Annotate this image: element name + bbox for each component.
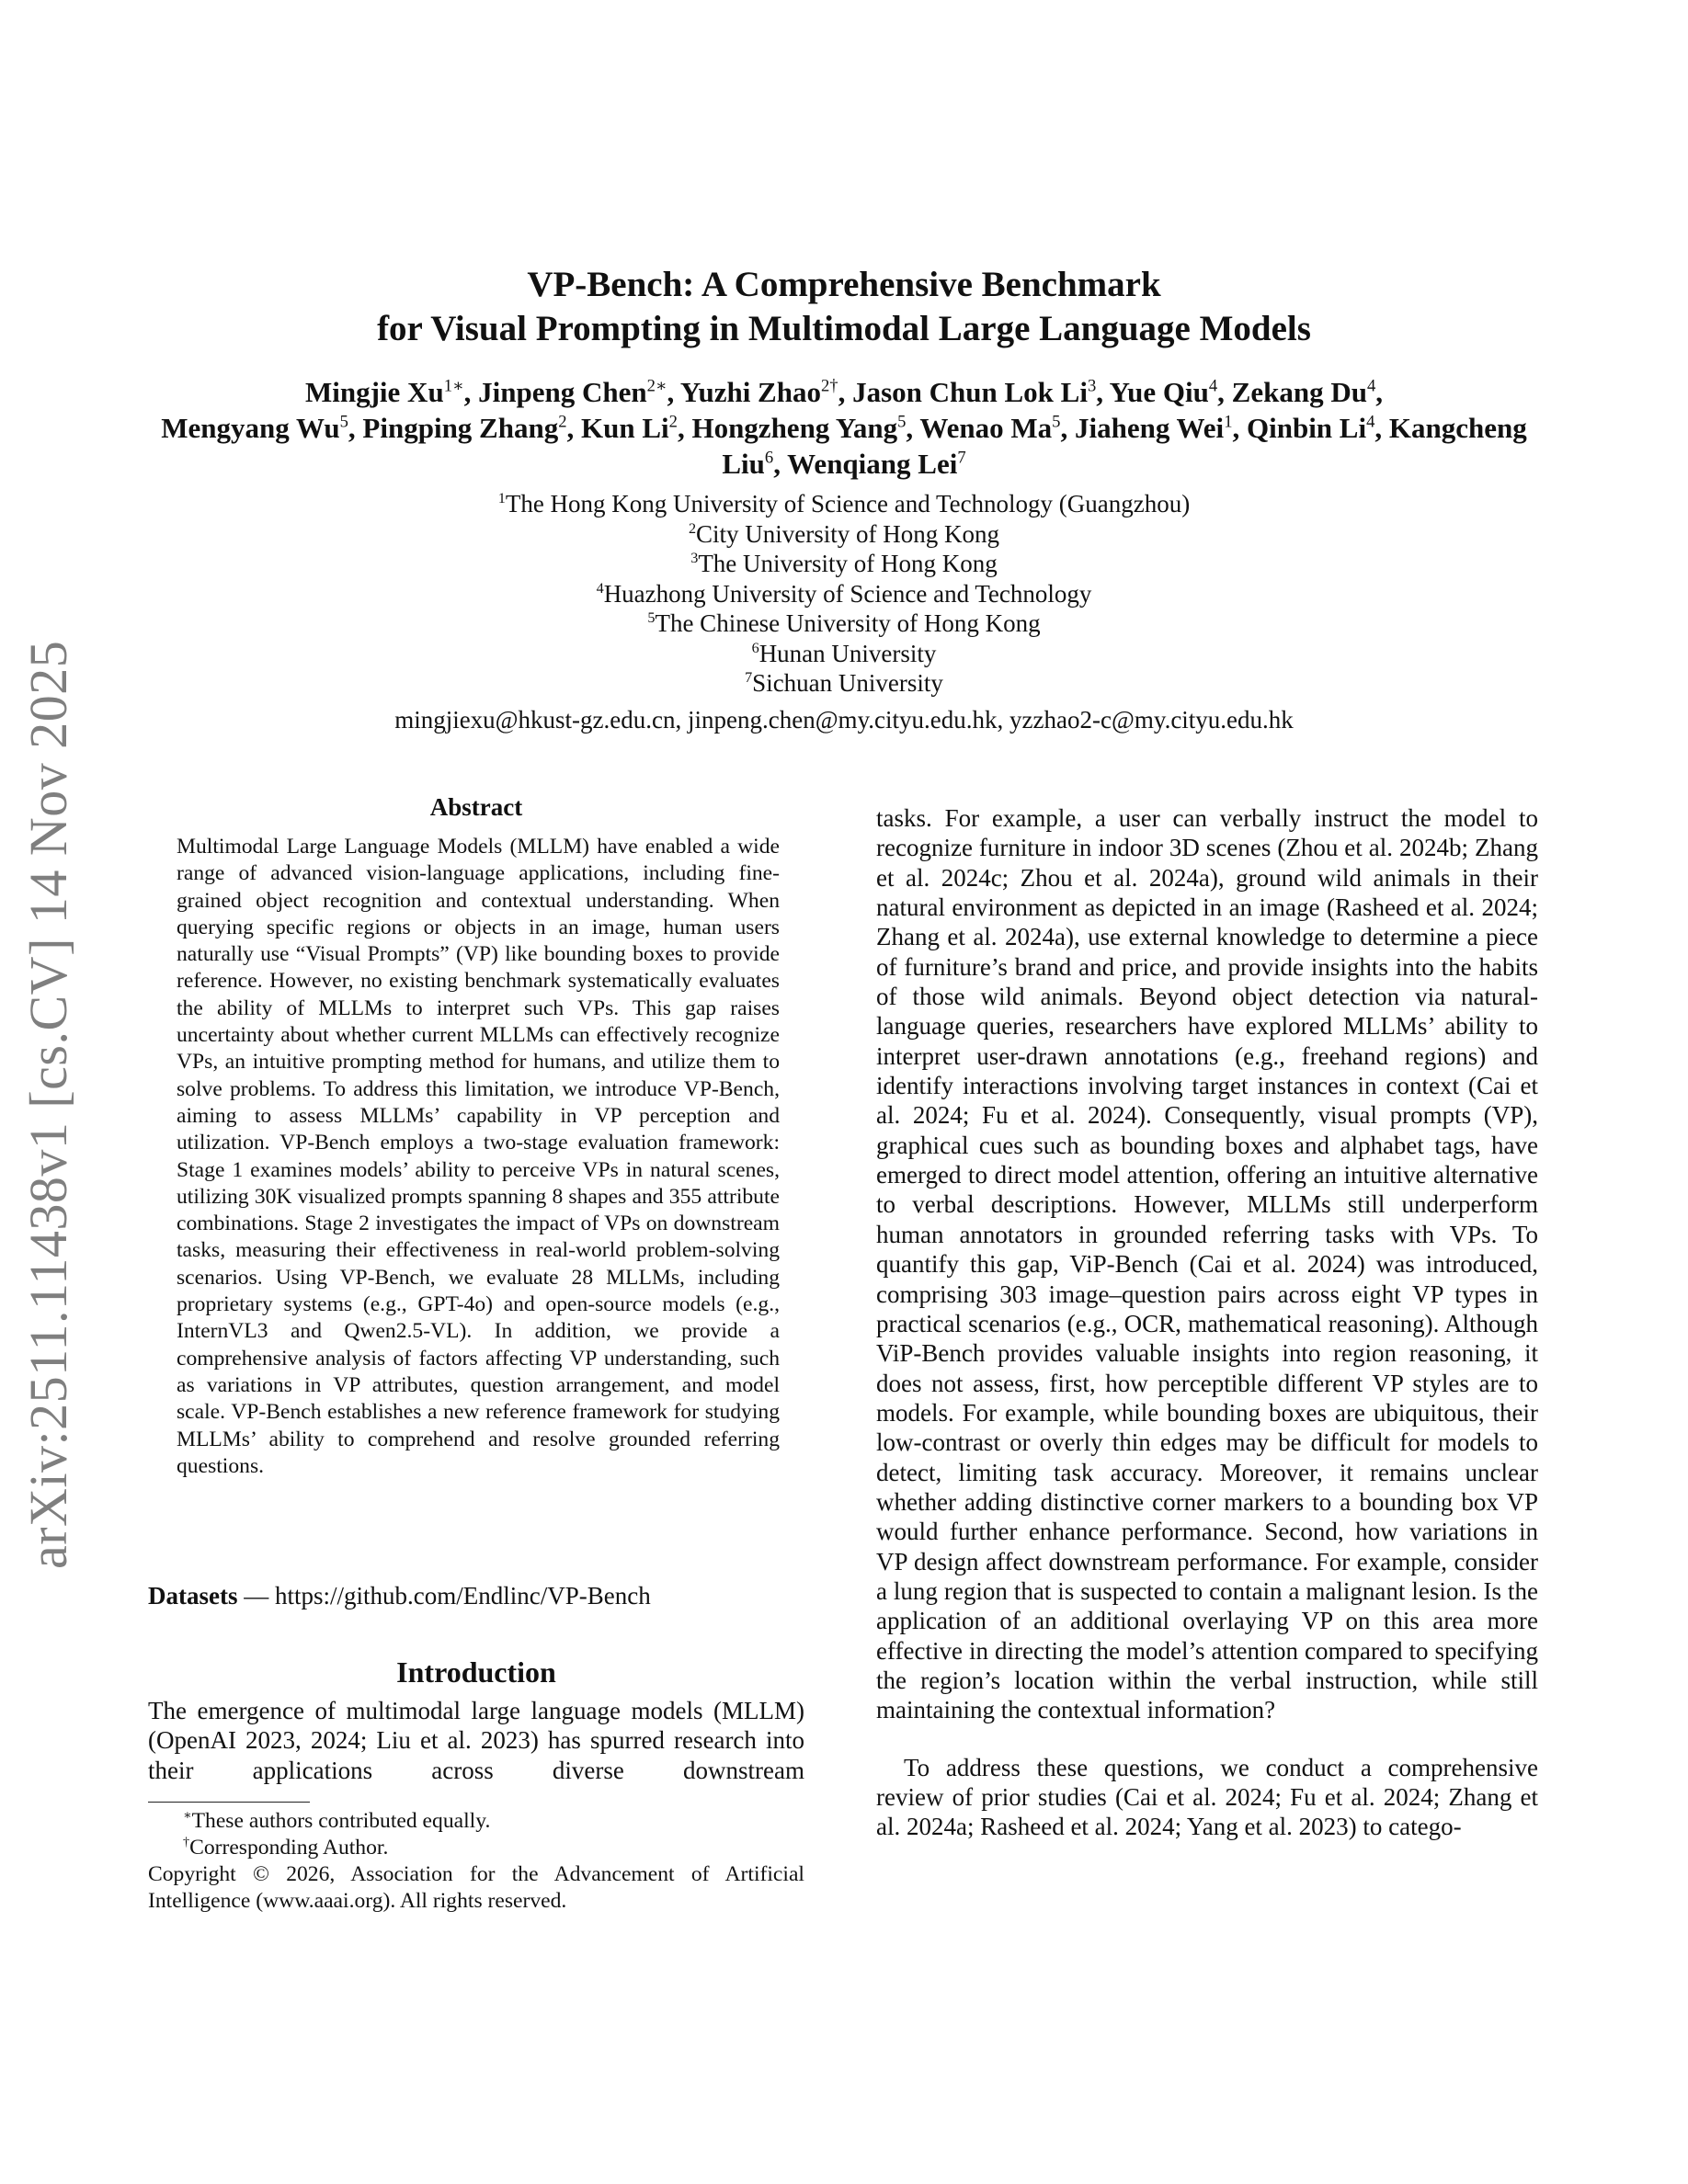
affiliation xyxy=(0,519,1688,550)
author-affiliation-mark: 5 xyxy=(897,412,907,432)
introduction-paragraph-2: To address these questions, we conduct a comprehensive review of prior studies (Cai et al. 2024; Fu et al. 2024; Zhang et al. 2024a; Rasheed et al. 2024; Yang et al. 2023) to catego- xyxy=(876,1753,1538,1841)
datasets-separator: — xyxy=(237,1582,275,1610)
author-name: Mingjie Xu xyxy=(305,376,444,408)
arxiv-identifier-stamp: arXiv:2511.11438v1 [cs.CV] 14 Nov 2025 xyxy=(18,640,78,1569)
paper-title xyxy=(0,263,1688,351)
introduction-heading: Introduction xyxy=(396,1655,556,1689)
title-line-2: for Visual Prompting in Multimodal Large Language Models xyxy=(377,309,1311,348)
author-name: Qinbin Li xyxy=(1246,412,1367,444)
affiliation-name: Hunan University xyxy=(758,639,937,667)
author-name: Jason Chun Lok Li xyxy=(852,376,1088,408)
author-name: Wenqiang Lei xyxy=(787,448,958,480)
affiliation xyxy=(0,639,1688,669)
footnote-divider xyxy=(148,1802,310,1803)
introduction-text-right xyxy=(876,803,1538,1842)
affiliation-number: 3 xyxy=(690,550,699,566)
author-name: Jinpeng Chen xyxy=(478,376,647,408)
footnote-text: These authors contributed equally. xyxy=(191,1809,491,1833)
affiliation xyxy=(0,489,1688,519)
introduction-paragraph-1: tasks. For example, a user can verbally instruct the model to recognize furniture in indoor 3D scenes (Zhou et al. 2024b; Zhang et al. 2024c; Zhou et al. 2024a), ground wild animals in their natural environment as depicted in an image (Rasheed et al. 2024; Zhang et al. 2024a), use external knowledge to determine a piece of furniture’s brand and price, and provide insights into the habits of those wild animals. Beyond object detection via natural-language queries, researchers have explored MLLMs’ ability to interpret user-drawn annotations (e.g., freehand regions) and identify interactions involving target instances in context (Cai et al. 2024; Fu et al. 2024). Consequently, visual prompts (VP), graphical cues such as bounding boxes and alphabet tags, have emerged to direct model attention, offering an intuitive alternative to verbal descriptions. However, MLLMs still underperform human annotators in grounded referring tasks with VPs. To quantify this gap, ViP-Bench (Cai et al. 2024) was introduced, comprising 303 image–question pairs across eight VP types in practical scenarios (e.g., OCR, mathematical reasoning). Although ViP-Bench provides valuable insights into region reasoning, it does not assess, first, how perceptible different VP styles are to models. For example, while bounding boxes are ubiquitous, their low-contrast or overly thin edges may be difficult for models to detect, limiting task accuracy. Moreover, it remains unclear whether adding distinctive corner markers to a bounding box VP would further enhance performance. Second, how variations in VP design affect downstream performance. For example, consider a lung region that is suspected to contain a malignant lesion. Is the application of an additional overlaying VP on this area more effective in directing the model’s attention compared to specifying the region’s location within the verbal instruction, while still maintaining the contextual information? xyxy=(876,804,1538,1724)
author-affiliation-mark: 2 xyxy=(668,412,678,432)
author-name: Pingping Zhang xyxy=(362,412,559,444)
affiliation-number: 5 xyxy=(647,609,656,626)
author-name: Wenao Ma xyxy=(919,412,1053,444)
author-affiliation-mark: 5 xyxy=(339,412,348,432)
abstract-text: Multimodal Large Language Models (MLLM) have enabled a wide range of advanced vision-language applications, including fine-grained object recognition and contextual understanding. When querying specific regions or objects in an image, human users naturally use “Visual Prompts” (VP) like bounding boxes to provide reference. However, no existing benchmark systematically evaluates the ability of MLLMs to interpret such VPs. This gap raises uncertainty about whether current MLLMs can effectively recognize VPs, an intuitive prompting method for humans, and utilize them to solve problems. To address this limitation, we introduce VP-Bench, aiming to assess MLLMs’ capability in VP perception and utilization. VP-Bench employs a two-stage evaluation framework: Stage 1 examines models’ ability to perceive VPs in natural scenes, utilizing 30K visualized prompts spanning 8 shapes and 355 attribute combinations. Stage 2 investigates the impact of VPs on downstream tasks, measuring their effectiveness in real-world problem-solving scenarios. Using VP-Bench, we evaluate 28 MLLMs, including proprietary systems (e.g., GPT-4o) and open-source models (e.g., InternVL3 and Qwen2.5-VL). In addition, we provide a comprehensive analysis of factors affecting VP understanding, such as variations in VP attributes, question arrangement, and model scale. VP-Bench establishes a new reference framework for studying MLLMs’ ability to comprehend and resolve grounded referring questions. xyxy=(177,835,780,1478)
author-name: Yue Qiu xyxy=(1109,376,1209,408)
affiliation-name: Sichuan University xyxy=(752,669,943,697)
datasets-label: Datasets xyxy=(148,1582,238,1610)
author-name: Jiaheng Wei xyxy=(1074,412,1225,444)
introduction-text-left: The emergence of multimodal large language models (MLLM) (OpenAI 2023, 2024; Liu et al. 2023) has spurred research into their applications across diverse downstream xyxy=(148,1697,804,1784)
footnote-mark: † xyxy=(183,1835,190,1850)
footnotes xyxy=(148,1808,804,1915)
abstract-heading: Abstract xyxy=(429,793,523,821)
affiliation-number: 2 xyxy=(688,519,697,537)
author-affiliation-mark: 2∗ xyxy=(646,376,667,396)
footnote-mark: ∗ xyxy=(183,1808,192,1824)
author-affiliation-mark: 2† xyxy=(820,376,838,396)
author-affiliation-mark: 5 xyxy=(1052,412,1061,432)
affiliation xyxy=(0,549,1688,579)
author-affiliation-mark: 7 xyxy=(957,448,966,468)
contact-emails: mingjiexu@hkust-gz.edu.cn, jinpeng.chen@my.cityu.edu.hk, yzzhao2-c@my.cityu.edu.hk xyxy=(394,706,1294,734)
author-affiliation-mark: 1 xyxy=(1224,412,1233,432)
datasets-line xyxy=(148,1581,804,1610)
author-list: Mingjie $Xu^{1∗}$, Jinpeng Chen$^{2∗}$, Yuzhi Zhao$^{2\dagger}$, Jason Chun Lok Li$^3$, Yue Qiu$^4$, Zekang Du$^4$, Mengyang Wu$^5$, Pingping Zhang$^2$, Kun Li$^2$, Hongzheng Yang$^5$, Wenao Ma$^5$, Jiaheng Wei$^1$, Qinbin Li$^4$, Kangcheng Liu$^6$, Wenqiang Lei$^7$ xyxy=(161,376,1527,480)
affiliation-number: 6 xyxy=(751,639,759,656)
copyright-notice: Copyright © 2026, Association for the Advancement of Artificial Intelligence (www.aaai.org). All rights reserved. xyxy=(148,1862,804,1913)
author-name: Yuzhi Zhao xyxy=(679,376,821,408)
affiliation-name: City University of Hong Kong xyxy=(696,519,1000,548)
title-line-1: VP-Bench: A Comprehensive Benchmark xyxy=(527,265,1161,304)
author-affiliation-mark: 4 xyxy=(1366,412,1375,432)
footnote-corresponding-author xyxy=(148,1835,804,1861)
affiliation xyxy=(0,609,1688,639)
datasets-link[interactable]: https://github.com/Endlinc/VP-Bench xyxy=(274,1582,651,1610)
author-name: Hongzheng Yang xyxy=(691,412,898,444)
affiliation-list xyxy=(0,489,1688,699)
affiliation-number: 1 xyxy=(497,490,506,506)
author-affiliation-mark: 4 xyxy=(1366,376,1376,396)
affiliation-name: The Hong Kong University of Science and Technology (Guangzhou) xyxy=(505,490,1191,518)
affiliation-number: 4 xyxy=(596,579,604,597)
affiliation-name: The Chinese University of Hong Kong xyxy=(655,609,1041,637)
affiliation xyxy=(0,668,1688,699)
affiliation-name: The University of Hong Kong xyxy=(698,550,998,577)
author-name: Zekang Du xyxy=(1231,376,1367,408)
footnote-equal-contribution xyxy=(148,1808,804,1835)
author-name: Mengyang Wu xyxy=(161,412,340,444)
author-affiliation-mark: 2 xyxy=(558,412,567,432)
author-affiliation-mark: 3 xyxy=(1087,376,1097,396)
affiliation-name: Huazhong University of Science and Technology xyxy=(603,579,1092,608)
author-affiliation-mark: 4 xyxy=(1208,376,1218,396)
affiliation xyxy=(0,579,1688,609)
affiliation-number: 7 xyxy=(745,669,753,686)
author-affiliation-mark: 1∗ xyxy=(443,376,464,396)
author-affiliation-mark: 6 xyxy=(764,448,774,468)
author-name: Kangcheng Liu xyxy=(722,412,1527,480)
author-name: Kun Li xyxy=(581,412,669,444)
footnote-text: Corresponding Author. xyxy=(189,1836,389,1860)
